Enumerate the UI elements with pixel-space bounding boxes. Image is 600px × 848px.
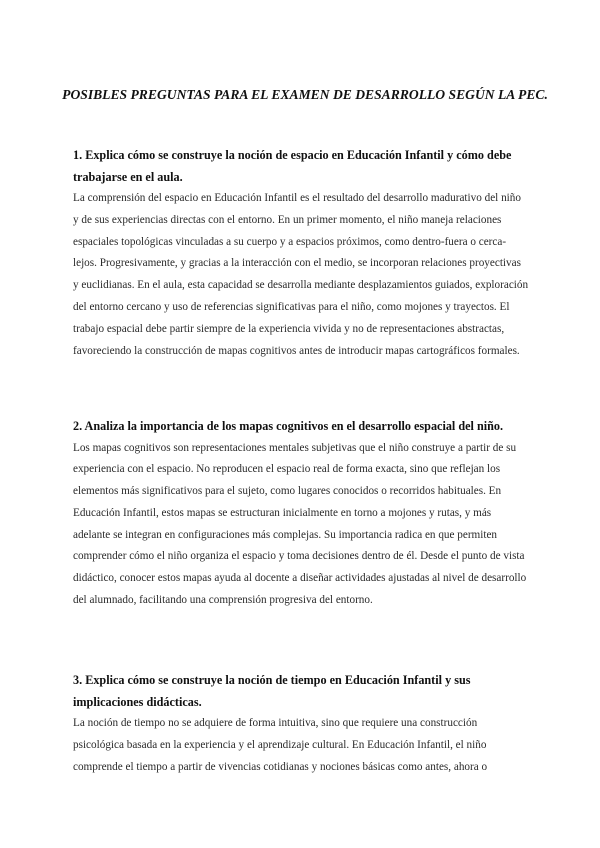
answer-paragraph: Los mapas cognitivos son representaciones mentales subjetivas que el niño construye a partir de su experiencia con el espacio. No reproducen el espacio real de forma exacta, sino que reflejan los elementos más significativos para el sujeto, como lugares conocidos o recorridos habituales. En Educación Infantil, estos mapas se estructuran inicialmente en torno a mojones y rutas, y más adelante se integran en configuraciones más complejas. Su importancia radica en que permiten comprender cómo el niño organiza el espacio y toma decisiones dentro de él. Desde el punto de vista didáctico, conocer estos mapas ayuda al docente a diseñar actividades ajustadas al nivel de desarrollo del alumnado, facilitando una comprensión progresiva del entorno. [73, 441, 527, 607]
question-section [73, 670, 529, 778]
document-title: POSIBLES PREGUNTAS PARA EL EXAMEN DE DESARROLLO SEGÚN LA PEC. [62, 87, 548, 102]
answer-paragraph: La comprensión del espacio en Educación Infantil es el resultado del desarrollo madurativo del niño y de sus experiencias directas con el entorno. En un primer momento, el niño maneja relaciones espaciales topológicas vinculadas a su cuerpo y a espacios próximos, como dentro-fuera o cerca-lejos. Progresivamente, y gracias a la interacción con el medio, se incorporan relaciones proyectivas y euclidianas. En el aula, esta capacidad se desarrolla mediante desplazamientos guiados, exploración del entorno cercano y uso de referencias significativas para el niño, como mojones y trayectos. El trabajo espacial debe partir siempre de la experiencia vivida y no de representaciones abstractas, favoreciendo la construcción de mapas cognitivos antes de introducir mapas cartográficos formales. [73, 192, 529, 357]
question-heading: 1. Explica cómo se construye la noción de espacio en Educación Infantil y cómo debe trabajarse en el aula. [73, 148, 512, 184]
question-section [73, 416, 529, 612]
question-heading: 3. Explica cómo se construye la noción de tiempo en Educación Infantil y sus implicaciones didácticas. [73, 673, 471, 709]
question-heading: 2. Analiza la importancia de los mapas cognitivos en el desarrollo espacial del niño. [73, 419, 504, 433]
question-section [73, 145, 529, 362]
answer-paragraph: La noción de tiempo no se adquiere de forma intuitiva, sino que requiere una construcción psicológica basada en la experiencia y el aprendizaje cultural. En Educación Infantil, el niño comprende el tiempo a partir de vivencias cotidianas y nociones básicas como antes, ahora o [73, 717, 488, 773]
